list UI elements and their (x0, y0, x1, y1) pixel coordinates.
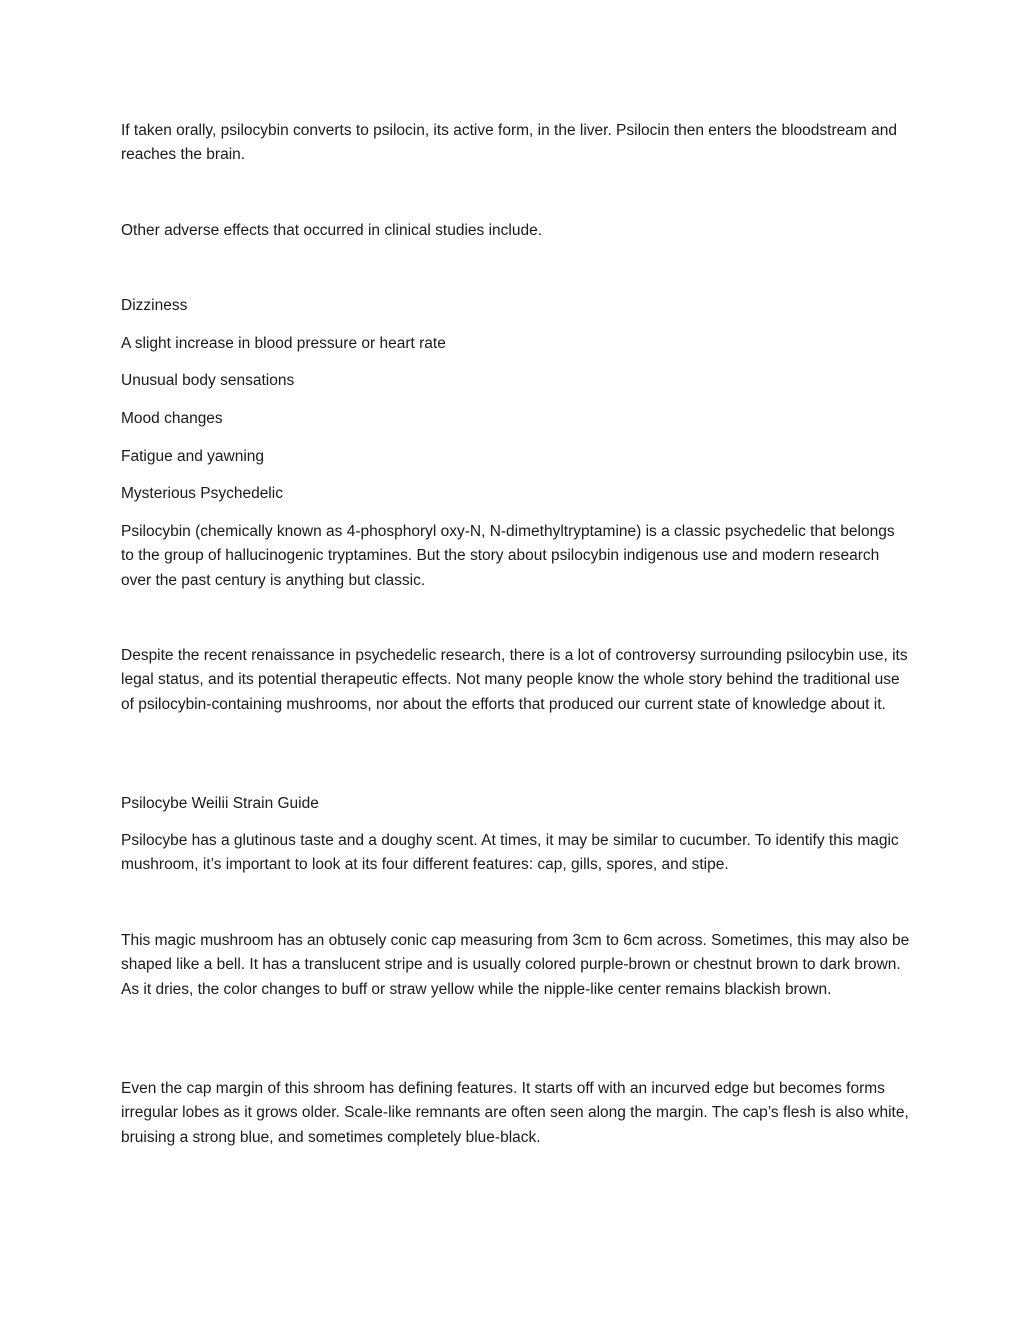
paragraph-cap-margin: Even the cap margin of this shroom has defining features. It starts off with an incurved edge but becomes forms irregular lobes as it grows older. Scale-like remnants are often seen along the margin. The cap’s flesh is also white, bruising a strong blue, and sometimes completely blue-black. (121, 1080, 909, 1146)
paragraph-renaissance: Despite the recent renaissance in psychedelic research, there is a lot of controversy surrounding psilocybin use, its legal status, and its potential therapeutic effects. Not many people know the whole story behind the traditional use of psilocybin-containing mushrooms, nor about the efforts that produced our current state of knowledge about it. (121, 647, 908, 713)
heading-strain-guide: Psilocybe Weilii Strain Guide (121, 795, 319, 812)
paragraph-cap-description: This magic mushroom has an obtusely conic cap measuring from 3cm to 6cm across. Sometimes, this may also be shaped like a bell. It has a translucent stripe and is usually colored purple-brown or chestnut brown to dark brown. As it dries, the color changes to buff or straw yellow while the nipple-like center remains blackish brown. (121, 932, 910, 998)
paragraph-psilocybin-conversion: If taken orally, psilocybin converts to psilocin, its active form, in the liver. Psilocin then enters the bloodstream and reaches the brain. (121, 122, 897, 164)
paragraph-taste-scent: Psilocybe has a glutinous taste and a doughy scent. At times, it may be similar to cucumber. To identify this magic mushroom, it’s important to look at its four different features: cap, gills, spores, and stipe. (121, 832, 899, 874)
list-item-mood-changes: Mood changes (121, 410, 223, 427)
paragraph-adverse-effects-intro: Other adverse effects that occurred in clinical studies include. (121, 222, 543, 239)
list-item-body-sensations: Unusual body sensations (121, 372, 295, 389)
heading-mysterious-psychedelic: Mysterious Psychedelic (121, 485, 283, 502)
paragraph-psilocybin-definition: Psilocybin (chemically known as 4-phosphoryl oxy-N, N-dimethyltryptamine) is a classic psychedelic that belongs to the group of hallucinogenic tryptamines. But the story about psilocybin indigenous use and modern research over the past century is anything but classic. (121, 523, 895, 589)
list-item-blood-pressure: A slight increase in blood pressure or heart rate (121, 335, 446, 352)
list-item-fatigue: Fatigue and yawning (121, 448, 265, 465)
list-item-dizziness: Dizziness (121, 297, 188, 314)
